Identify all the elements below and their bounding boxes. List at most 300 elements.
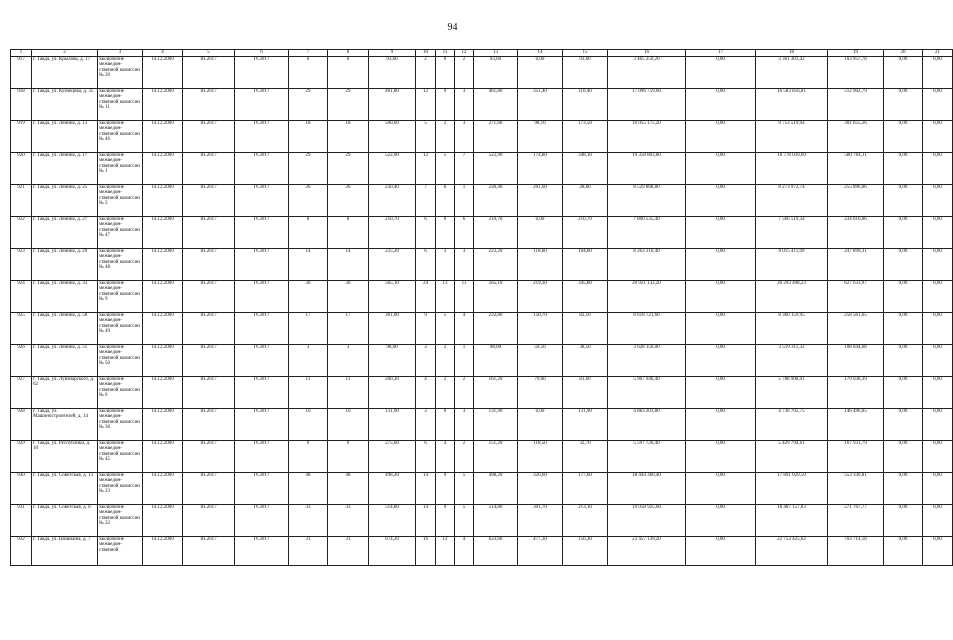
regional-budget-cell: 108 844,68 — [828, 345, 884, 377]
date-cell: 14.12.2009 — [143, 313, 183, 345]
planned-end-cell: IV.2017 — [235, 121, 289, 153]
cost-column-21-cell: 0,00 — [923, 441, 953, 473]
apartments-private-cell: 9 — [436, 89, 455, 121]
residents-relocated-cell: 29 — [328, 89, 369, 121]
area-relocated-cell: 223,20 — [474, 249, 518, 281]
basis-document-cell: заключение межведом-ственной комиссии № 20 — [98, 57, 143, 89]
column-number-header: 18 — [756, 50, 828, 57]
apartments-private-cell: 3 — [436, 249, 455, 281]
basis-document-cell: заключение межведом-ственной комиссии № 9 — [98, 281, 143, 313]
fund-cost-cell: 16 583 856,81 — [756, 89, 828, 121]
date-cell: 14.12.2009 — [143, 537, 183, 566]
total-cost-cell: 17 096 759,60 — [608, 89, 686, 121]
row-number-cell: 928 — [11, 409, 32, 441]
planned-end-cell: IV.2017 — [235, 249, 289, 281]
apartments-count-cell: 6 — [416, 441, 436, 473]
area-private-cell: 0,00 — [518, 217, 563, 249]
table-row — [11, 185, 953, 217]
apartments-municipal-cell: 5 — [455, 473, 474, 505]
total-cost-cell: 18 444 360,40 — [608, 473, 686, 505]
planned-end-cell: IV.2017 — [235, 185, 289, 217]
column-number-header: 4 — [143, 50, 183, 57]
area-municipal-cell: 213,10 — [563, 505, 608, 537]
table-row — [11, 153, 953, 185]
apartments-municipal-cell: 2 — [455, 441, 474, 473]
area-municipal-cell: 82,10 — [563, 313, 608, 345]
apartments-municipal-cell: 3 — [455, 249, 474, 281]
apartments-private-cell: 0 — [436, 57, 455, 89]
fund-cost-cell: 17 891 029,59 — [756, 473, 828, 505]
address-cell: г. Тавда, ул. Ленина, д. 27 — [32, 217, 98, 249]
area-private-cell: 98,10 — [518, 121, 563, 153]
planned-start-cell: III.2017 — [183, 281, 235, 313]
total-area-cell: 514,80 — [369, 505, 416, 537]
address-cell: г. Тавда, ул. Ленина, д. 13 — [32, 121, 98, 153]
planned-end-cell: IV.2017 — [235, 345, 289, 377]
basis-document-cell: заключение межведом-ственной — [98, 537, 143, 566]
basis-document-cell: заключение межведом-ственной комиссии № 1 — [98, 153, 143, 185]
planned-end-cell: IV.2017 — [235, 441, 289, 473]
regional-budget-cell: 571 767,77 — [828, 505, 884, 537]
cost-column-21-cell: 0,00 — [923, 57, 953, 89]
residents-relocated-cell: 26 — [328, 185, 369, 217]
total-area-cell: 131,90 — [369, 409, 416, 441]
cost-column-17-cell: 0,00 — [686, 121, 756, 153]
residents-count-cell: 10 — [289, 409, 328, 441]
apartments-municipal-cell: 4 — [455, 313, 474, 345]
cost-column-20-cell: 0,00 — [884, 537, 923, 566]
apartments-count-cell: 6 — [416, 217, 436, 249]
cost-column-17-cell: 0,00 — [686, 217, 756, 249]
cost-column-20-cell: 0,00 — [884, 505, 923, 537]
planned-end-cell: IV.2017 — [235, 409, 289, 441]
cost-column-21-cell: 0,00 — [923, 313, 953, 345]
table-row — [11, 409, 953, 441]
total-area-cell: 93,60 — [369, 57, 416, 89]
address-cell: г. Тавда, ул. Кузнецова, д. 35 — [32, 89, 98, 121]
column-number-header: 13 — [474, 50, 518, 57]
area-relocated-cell: 565,10 — [474, 281, 518, 313]
column-number-header: 15 — [563, 50, 608, 57]
planned-end-cell: IV.2017 — [235, 377, 289, 409]
residents-count-cell: 31 — [289, 537, 328, 566]
planned-end-cell: IV.2017 — [235, 153, 289, 185]
planned-start-cell: III.2017 — [183, 505, 235, 537]
planned-start-cell: III.2017 — [183, 313, 235, 345]
apartments-count-cell: 6 — [416, 249, 436, 281]
area-relocated-cell: 633,60 — [474, 537, 518, 566]
residents-relocated-cell: 29 — [328, 153, 369, 185]
area-municipal-cell: 110,40 — [563, 89, 608, 121]
area-relocated-cell: 230,40 — [474, 185, 518, 217]
row-number-cell: 927 — [11, 377, 32, 409]
apartments-municipal-cell: 5 — [455, 505, 474, 537]
planned-end-cell: IV.2017 — [235, 281, 289, 313]
cost-column-21-cell: 0,00 — [923, 505, 953, 537]
planned-start-cell: III.2017 — [183, 473, 235, 505]
area-municipal-cell: 156,30 — [563, 537, 608, 566]
area-relocated-cell: 498,20 — [474, 473, 518, 505]
address-cell: г. Тавда, ул. Шишкина, д. 7 — [32, 537, 98, 566]
planned-start-cell: III.2017 — [183, 153, 235, 185]
date-cell: 14.12.2009 — [143, 441, 183, 473]
residents-count-cell: 26 — [289, 185, 328, 217]
area-relocated-cell: 161,20 — [474, 377, 518, 409]
residents-relocated-cell: 10 — [328, 409, 369, 441]
row-number-cell: 925 — [11, 313, 32, 345]
row-number-cell: 923 — [11, 249, 32, 281]
residents-relocated-cell: 3 — [328, 345, 369, 377]
area-municipal-cell: 345,80 — [563, 281, 608, 313]
residents-count-cell: 9 — [289, 441, 328, 473]
column-number-header: 6 — [235, 50, 289, 57]
basis-document-cell: заключение межведом-ственной комиссии № 50 — [98, 345, 143, 377]
area-private-cell: 174,80 — [518, 153, 563, 185]
regional-budget-cell: 258 561,65 — [828, 313, 884, 345]
total-area-cell: 361,00 — [369, 313, 416, 345]
fund-cost-cell: 22 753 425,02 — [756, 537, 828, 566]
address-cell: г. Тавда, ул. Крылова, д. 17 — [32, 57, 98, 89]
table-row — [11, 537, 953, 566]
apartments-count-cell: 12 — [416, 153, 436, 185]
area-relocated-cell: 131,90 — [474, 409, 518, 441]
total-cost-cell: 8 263 310,40 — [608, 249, 686, 281]
basis-document-cell: заключение межведом-ственной комиссии № 48 — [98, 249, 143, 281]
total-area-cell: 498,20 — [369, 473, 416, 505]
total-cost-cell: 3 628 156,00 — [608, 345, 686, 377]
area-relocated-cell: 151,20 — [474, 441, 518, 473]
regional-budget-cell: 553 330,81 — [828, 473, 884, 505]
date-cell: 14.12.2009 — [143, 377, 183, 409]
residents-count-cell: 6 — [289, 57, 328, 89]
regional-budget-cell: 103 957,78 — [828, 57, 884, 89]
total-cost-cell: 19 058 925,60 — [608, 505, 686, 537]
residents-count-cell: 3 — [289, 345, 328, 377]
fund-cost-cell: 18 778 039,69 — [756, 153, 828, 185]
area-private-cell: 118,50 — [518, 441, 563, 473]
address-cell: г. Тавда, ул. Ленина, д. 33 — [32, 281, 98, 313]
planned-start-cell: III.2017 — [183, 57, 235, 89]
total-area-cell: 522,90 — [369, 153, 416, 185]
regional-budget-cell: 146 496,05 — [828, 409, 884, 441]
cost-column-17-cell: 0,00 — [686, 185, 756, 217]
area-private-cell: 0,00 — [518, 57, 563, 89]
planned-end-cell: IV.2017 — [235, 57, 289, 89]
area-municipal-cell: 210,70 — [563, 217, 608, 249]
regional-budget-cell: 627 633,97 — [828, 281, 884, 313]
cost-column-20-cell: 0,00 — [884, 217, 923, 249]
row-number-cell: 919 — [11, 121, 32, 153]
cost-column-21-cell: 0,00 — [923, 345, 953, 377]
residents-count-cell: 14 — [289, 249, 328, 281]
column-number-header: 14 — [518, 50, 563, 57]
residents-count-cell: 11 — [289, 377, 328, 409]
apartments-count-cell: 3 — [416, 345, 436, 377]
table-body — [11, 57, 953, 566]
total-area-cell: 98,00 — [369, 345, 416, 377]
residents-relocated-cell: 31 — [328, 537, 369, 566]
column-number-header: 19 — [828, 50, 884, 57]
area-private-cell: 79,60 — [518, 377, 563, 409]
regional-budget-cell: 234 016,06 — [828, 217, 884, 249]
area-municipal-cell: 93,60 — [563, 57, 608, 89]
area-private-cell: 477,30 — [518, 537, 563, 566]
apartments-count-cell: 14 — [416, 505, 436, 537]
total-area-cell: 225,20 — [369, 249, 416, 281]
table-row — [11, 57, 953, 89]
total-cost-cell: 5 967 946,40 — [608, 377, 686, 409]
area-private-cell: 118,60 — [518, 249, 563, 281]
total-cost-cell: 8 529 868,80 — [608, 185, 686, 217]
column-number-header: 8 — [328, 50, 369, 57]
apartments-count-cell: 7 — [416, 185, 436, 217]
planned-start-cell: III.2017 — [183, 345, 235, 377]
planned-start-cell: III.2017 — [183, 121, 235, 153]
cost-column-17-cell: 0,00 — [686, 441, 756, 473]
regional-budget-cell: 580 764,11 — [828, 153, 884, 185]
date-cell: 14.12.2009 — [143, 153, 183, 185]
regional-budget-cell: 247 899,31 — [828, 249, 884, 281]
area-relocated-cell: 93,60 — [474, 57, 518, 89]
area-relocated-cell: 210,70 — [474, 217, 518, 249]
cost-column-17-cell: 0,00 — [686, 249, 756, 281]
apartments-municipal-cell: 3 — [455, 89, 474, 121]
fund-cost-cell: 3 519 311,32 — [756, 345, 828, 377]
residents-relocated-cell: 33 — [328, 505, 369, 537]
date-cell: 14.12.2009 — [143, 89, 183, 121]
fund-cost-cell: 8 273 972,74 — [756, 185, 828, 217]
table-row — [11, 89, 953, 121]
column-number-header: 5 — [183, 50, 235, 57]
apartments-count-cell: 16 — [416, 537, 436, 566]
area-relocated-cell: 514,80 — [474, 505, 518, 537]
cost-column-20-cell: 0,00 — [884, 409, 923, 441]
column-number-header: 20 — [884, 50, 923, 57]
apartments-count-cell: 4 — [416, 377, 436, 409]
apartments-count-cell: 2 — [416, 57, 436, 89]
cost-column-17-cell: 0,00 — [686, 409, 756, 441]
date-cell: 14.12.2009 — [143, 217, 183, 249]
cost-column-20-cell: 0,00 — [884, 153, 923, 185]
apartments-count-cell: 9 — [416, 313, 436, 345]
area-municipal-cell: 104,60 — [563, 249, 608, 281]
total-cost-cell: 7 800 535,40 — [608, 217, 686, 249]
apartments-private-cell: 0 — [436, 217, 455, 249]
cost-column-20-cell: 0,00 — [884, 377, 923, 409]
basis-document-cell: заключение межведом-ственной комиссии № 36 — [98, 409, 143, 441]
apartments-municipal-cell: 2 — [455, 377, 474, 409]
planned-end-cell: IV.2017 — [235, 217, 289, 249]
column-number-header-row — [11, 50, 953, 57]
table-row — [11, 473, 953, 505]
area-relocated-cell: 271,60 — [474, 121, 518, 153]
apartments-municipal-cell: 7 — [455, 153, 474, 185]
planned-start-cell: III.2017 — [183, 185, 235, 217]
cost-column-17-cell: 0,00 — [686, 313, 756, 345]
area-private-cell: 219,30 — [518, 281, 563, 313]
column-number-header: 11 — [436, 50, 455, 57]
area-relocated-cell: 232,80 — [474, 313, 518, 345]
fund-cost-cell: 20 293 498,23 — [756, 281, 828, 313]
table-row — [11, 249, 953, 281]
row-number-cell: 931 — [11, 505, 32, 537]
column-number-header: 21 — [923, 50, 953, 57]
cost-column-17-cell: 0,00 — [686, 537, 756, 566]
apartments-private-cell: 9 — [436, 505, 455, 537]
fund-cost-cell: 5 429 794,61 — [756, 441, 828, 473]
fund-cost-cell: 7 566 519,34 — [756, 217, 828, 249]
regional-budget-cell: 512 902,79 — [828, 89, 884, 121]
planned-end-cell: IV.2017 — [235, 473, 289, 505]
cost-column-17-cell: 0,00 — [686, 473, 756, 505]
apartments-private-cell: 9 — [436, 473, 455, 505]
planned-start-cell: III.2017 — [183, 377, 235, 409]
basis-document-cell: заключение межведом-ственной комиссии № 46 — [98, 121, 143, 153]
apartments-count-cell: 14 — [416, 473, 436, 505]
area-private-cell: 59,50 — [518, 345, 563, 377]
apartments-count-cell: 5 — [416, 121, 436, 153]
apartments-private-cell: 4 — [436, 441, 455, 473]
fund-cost-cell: 3 361 301,42 — [756, 57, 828, 89]
planned-start-cell: III.2017 — [183, 441, 235, 473]
total-cost-cell: 3 465 259,20 — [608, 57, 686, 89]
cost-column-17-cell: 0,00 — [686, 89, 756, 121]
apartments-count-cell: 3 — [416, 409, 436, 441]
residents-relocated-cell: 48 — [328, 473, 369, 505]
basis-document-cell: заключение межведом-ственной комиссии № 2 — [98, 185, 143, 217]
total-area-cell: 230,40 — [369, 185, 416, 217]
apartments-private-cell: 5 — [436, 313, 455, 345]
page-number: 94 — [447, 22, 458, 33]
apartments-private-cell: 2 — [436, 377, 455, 409]
cost-column-21-cell: 0,00 — [923, 185, 953, 217]
residents-count-cell: 18 — [289, 121, 328, 153]
cost-column-20-cell: 0,00 — [884, 313, 923, 345]
total-area-cell: 500,60 — [369, 121, 416, 153]
address-cell: г. Тавда, ул. Республики, д. 10 — [32, 441, 98, 473]
address-cell: г. Тавда, ул. Ленина, д. 29 — [32, 249, 98, 281]
table-row — [11, 377, 953, 409]
residents-relocated-cell: 8 — [328, 217, 369, 249]
date-cell: 14.12.2009 — [143, 409, 183, 441]
total-cost-cell: 10 055 175,20 — [608, 121, 686, 153]
residents-relocated-cell: 30 — [328, 281, 369, 313]
planned-end-cell: IV.2017 — [235, 313, 289, 345]
basis-document-cell: заключение межведом-ственной комиссии № 49 — [98, 313, 143, 345]
residents-relocated-cell: 6 — [328, 57, 369, 89]
date-cell: 14.12.2009 — [143, 121, 183, 153]
apartments-municipal-cell: 1 — [455, 185, 474, 217]
cost-column-20-cell: 0,00 — [884, 345, 923, 377]
total-area-cell: 461,80 — [369, 89, 416, 121]
address-cell: г. Тавда, ул. Ленина, д. 17 — [32, 153, 98, 185]
apartments-municipal-cell: 1 — [455, 345, 474, 377]
planned-start-cell: III.2017 — [183, 249, 235, 281]
area-private-cell: 201,60 — [518, 185, 563, 217]
fund-cost-cell: 4 736 705,75 — [756, 409, 828, 441]
total-cost-cell: 4 883 201,80 — [608, 409, 686, 441]
residents-count-cell: 30 — [289, 281, 328, 313]
total-area-cell: 674,20 — [369, 537, 416, 566]
residents-relocated-cell: 9 — [328, 441, 369, 473]
address-cell: г. Тавда, ул. Машиностроителей, д. 14 — [32, 409, 98, 441]
column-number-header: 1 — [11, 50, 32, 57]
planned-start-cell: III.2017 — [183, 217, 235, 249]
total-cost-cell: 8 618 721,60 — [608, 313, 686, 345]
residents-count-cell: 48 — [289, 473, 328, 505]
residents-count-cell: 29 — [289, 89, 328, 121]
row-number-cell: 932 — [11, 537, 32, 566]
apartments-municipal-cell: 11 — [455, 281, 474, 313]
row-number-cell: 920 — [11, 153, 32, 185]
area-relocated-cell: 461,80 — [474, 89, 518, 121]
area-private-cell: 320,60 — [518, 473, 563, 505]
cost-column-21-cell: 0,00 — [923, 153, 953, 185]
apartments-private-cell: 2 — [436, 345, 455, 377]
address-cell: г. Тавда, ул. Советская, д. 6 — [32, 505, 98, 537]
apartments-private-cell: 12 — [436, 537, 455, 566]
residents-count-cell: 33 — [289, 505, 328, 537]
address-cell: г. Тавда, ул. Луначарского, д. 62 — [32, 377, 98, 409]
cost-column-20-cell: 0,00 — [884, 473, 923, 505]
fund-cost-cell: 5 788 908,01 — [756, 377, 828, 409]
apartments-private-cell: 0 — [436, 409, 455, 441]
row-number-cell: 918 — [11, 89, 32, 121]
table-row — [11, 281, 953, 313]
planned-end-cell: IV.2017 — [235, 505, 289, 537]
area-municipal-cell: 348,10 — [563, 153, 608, 185]
total-cost-cell: 5 597 726,40 — [608, 441, 686, 473]
residents-count-cell: 8 — [289, 217, 328, 249]
area-relocated-cell: 98,00 — [474, 345, 518, 377]
cost-column-21-cell: 0,00 — [923, 473, 953, 505]
cost-column-17-cell: 0,00 — [686, 57, 756, 89]
row-number-cell: 924 — [11, 281, 32, 313]
cost-column-17-cell: 0,00 — [686, 377, 756, 409]
address-cell: г. Тавда, ул. Ленина, д. 51 — [32, 345, 98, 377]
residents-relocated-cell: 18 — [328, 121, 369, 153]
residents-count-cell: 17 — [289, 313, 328, 345]
regional-budget-cell: 167 931,79 — [828, 441, 884, 473]
row-number-cell: 922 — [11, 217, 32, 249]
date-cell: 14.12.2009 — [143, 505, 183, 537]
regional-budget-cell: 255 896,06 — [828, 185, 884, 217]
regional-budget-cell: 301 655,26 — [828, 121, 884, 153]
table-row — [11, 345, 953, 377]
apartments-private-cell: 13 — [436, 281, 455, 313]
planned-end-cell: IV.2017 — [235, 537, 289, 566]
row-number-cell: 926 — [11, 345, 32, 377]
basis-document-cell: заключение межведом-ственной комиссии № 11 — [98, 89, 143, 121]
regional-budget-cell: 179 038,39 — [828, 377, 884, 409]
date-cell: 14.12.2009 — [143, 249, 183, 281]
basis-document-cell: заключение межведом-ственной комиссии № 45 — [98, 441, 143, 473]
apartments-private-cell: 6 — [436, 185, 455, 217]
total-area-cell: 565,10 — [369, 281, 416, 313]
area-private-cell: 301,70 — [518, 505, 563, 537]
cost-column-20-cell: 0,00 — [884, 121, 923, 153]
column-number-header: 2 — [32, 50, 98, 57]
apartments-private-cell: 2 — [436, 121, 455, 153]
basis-document-cell: заключение межведом-ственной комиссии № 47 — [98, 217, 143, 249]
cost-column-20-cell: 0,00 — [884, 89, 923, 121]
total-cost-cell: 23 457 139,20 — [608, 537, 686, 566]
area-private-cell: 150,70 — [518, 313, 563, 345]
address-cell: г. Тавда, ул. Ленина, д. 50 — [32, 313, 98, 345]
table-row — [11, 441, 953, 473]
area-municipal-cell: 32,70 — [563, 441, 608, 473]
residents-relocated-cell: 17 — [328, 313, 369, 345]
